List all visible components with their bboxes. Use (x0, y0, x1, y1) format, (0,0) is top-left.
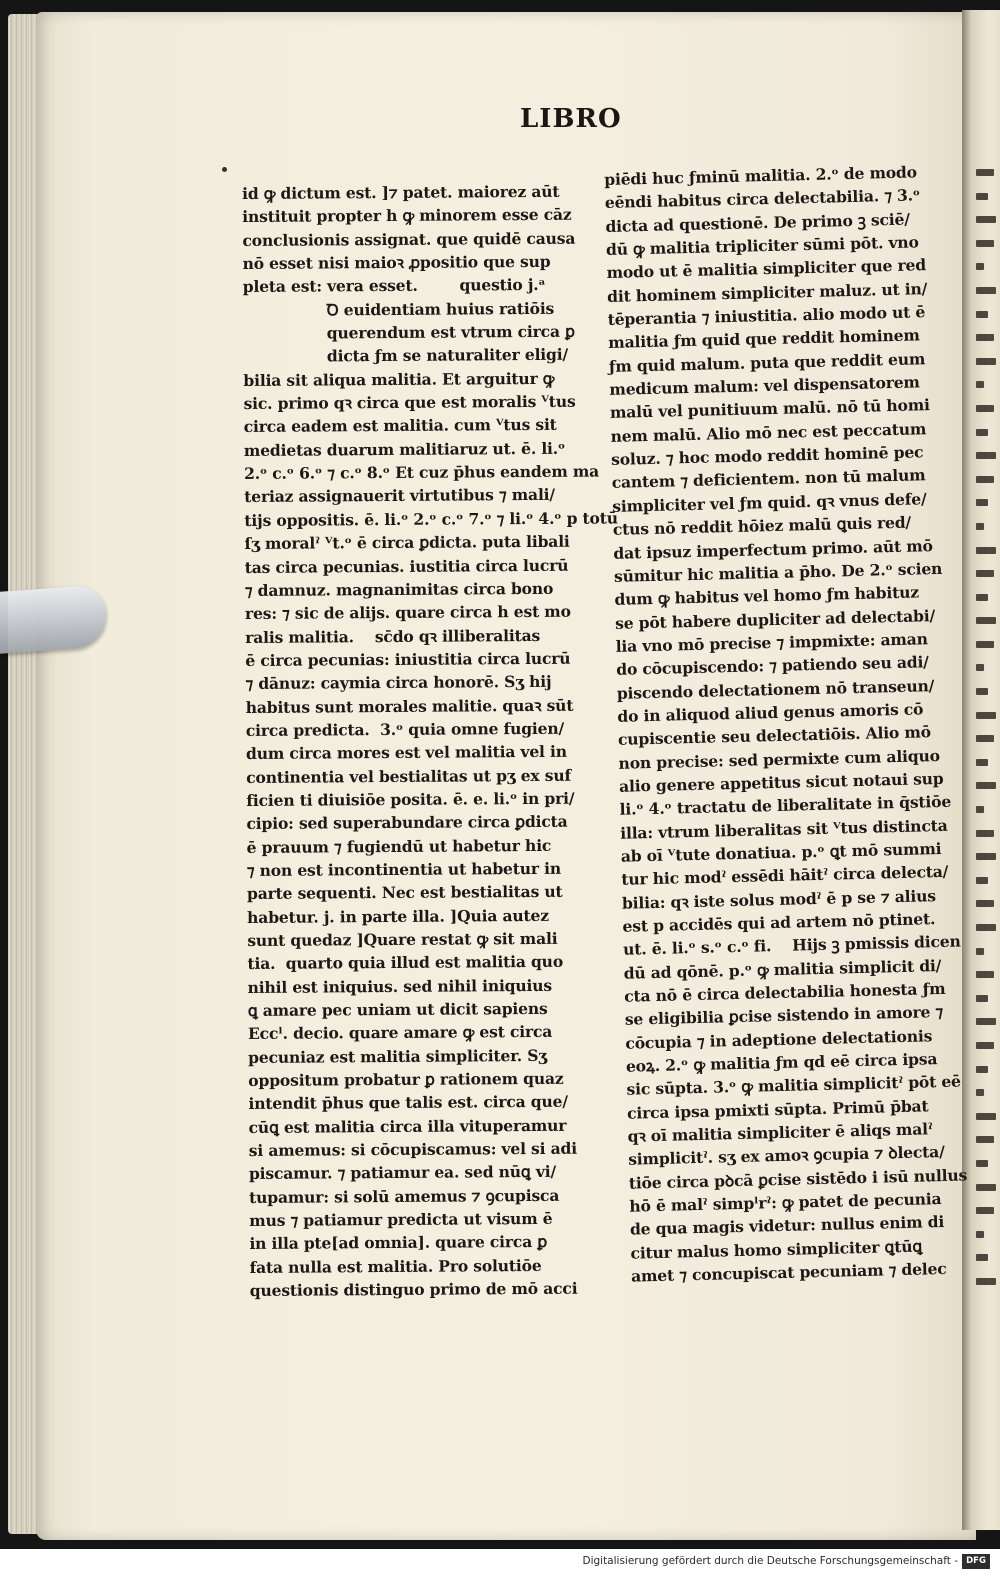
text-line: ctus nō reddit hōiez malū ꝗuis red/ (612, 512, 912, 540)
text-line: ē prauum ⁊ fugiendū ut habetur hic (246, 835, 552, 857)
text-line: Eccˡ. decio. quare amare ꝙ est circa (247, 1022, 553, 1044)
text-line: tur hic modˀ essēdi hāitˀ circa delecta/ (621, 862, 949, 890)
text-line: ƒm quid malum. puta que reddit eum (608, 348, 926, 376)
text-line: pleta est: vera esset. questio j.ᵃ (242, 275, 546, 297)
text-line: dū ꝙ malitia tripliciter sūmi pōt. vno (605, 232, 919, 260)
text-line: ſʒ moralˀ ⱽt.ᵒ ē circa ꝑdicta. puta libali (244, 531, 570, 554)
text-line: ē circa pecunias: iniustitia circa lucrū (245, 648, 571, 670)
text-line: parte sequenti. Nec est bestialitas ut (246, 882, 563, 904)
text-line: eēndi habitus circa delectabilia. ⁊ 3.ᵒ (604, 185, 921, 213)
text-line: sūmitur hic malitia a p̄ho. De 2.ᵒ scien (613, 558, 943, 586)
text-line: hō ē malˀ simpˡrˀ: ꝙ patet de pecunia (629, 1189, 942, 1216)
text-line: habitus sunt morales malitie. quaꝛ sūt (245, 695, 574, 717)
text-line: se eligibilia ꝑcise sistendo in amore ⁊ (624, 1002, 944, 1030)
text-line: teriaz assignauerit virtutibus ⁊ mali/ (244, 485, 555, 507)
text-line: si amemus: si cōcupiscamus: vel si adi (248, 1138, 577, 1161)
text-line: modo ut ē malitia simpliciter que red (606, 255, 927, 283)
text-line: continentia vel bestialitas ut pʒ ex suf (246, 765, 571, 787)
left-text-column (242, 180, 618, 1303)
text-line: circa predicta. 3.ᵒ quia omne fugien/ (245, 718, 565, 740)
text-line: cōcupia ⁊ in adeptione delectationis (625, 1025, 933, 1053)
text-line: sic sūpta. 3.ᵒ ꝙ malitia simplicitˀ pōt eē (626, 1071, 961, 1100)
text-line: intendit p̄hus que talis est. circa que/ (248, 1092, 568, 1114)
text-line: cantem ⁊ deficientem. non tū malum (611, 465, 926, 493)
text-line: pecuniaz est malitia simpliciter. Sʒ (248, 1045, 547, 1067)
text-line: do cōcupiscendo: ⁊ patiendo seu adi/ (616, 652, 929, 680)
text-line: dicta ƒm se naturaliter eligi/ (243, 345, 568, 367)
text-line: tiōe circa pꝺcā ꝑcise sistēdo i isū nullus (628, 1165, 968, 1193)
text-line: ⁊ dānuz: caymia circa honorē. Sʒ hij (245, 672, 552, 694)
text-line: nihil est iniquius. sed nihil iniquius (247, 975, 552, 997)
text-line: id ꝙ dictum est. ]⁊ patet. maiorez aūt (242, 181, 560, 203)
text-line: sunt quedaz ]Quare restat ꝙ sit mali (247, 928, 558, 950)
text-line: cipio: sed superabundare circa ꝑdicta (246, 812, 568, 834)
text-line: dum ꝙ habitus vel homo ƒm habituz (614, 582, 920, 610)
text-line: eoꝝ. 2.ᵒ ꝙ malitia ƒm qd eē circa ipsa (625, 1049, 938, 1076)
text-line: tijs oppositis. ē. li.ᵒ 2.ᵒ c.ᵒ 7.ᵒ ⁊ li.ᵒ 4.ᵒ p totū (244, 508, 618, 530)
text-line: res: ⁊ sic de alijs. quare circa h est mo (244, 601, 571, 624)
text-line: tēperantia ⁊ iniustitia. alio modo ut ē (607, 302, 926, 330)
text-line: dat ipsuz imperfectum primo. aūt mō (613, 535, 933, 563)
text-line: oppositum probatur ꝑ rationem quaz (248, 1068, 564, 1091)
text-line: malitia ƒm quid que reddit hominem (608, 325, 920, 353)
text-line: do in aliquod aliud genus amoris cō (617, 699, 924, 726)
text-line: ꝗ amare pec uniam ut dicit sapiens (247, 998, 548, 1021)
text-line: nem malū. Alio mō nec est peccatum (610, 418, 927, 446)
text-line: cūꝗ est malitia circa illa vituperamur (248, 1115, 567, 1137)
text-line: se pōt habere dupliciter ad delectabi/ (614, 605, 936, 633)
text-line: dū ad qōnē. p.ᵒ ꝙ malitia simplicit di/ (623, 955, 942, 983)
text-line: nō esset nisi maioꝛ ꝓpositio que sup (242, 251, 551, 274)
text-line: lia vno mō precise ⁊ impmixte: aman (615, 629, 928, 656)
text-line: instituit propter h ꝙ minorem esse cāz (242, 205, 572, 227)
text-line: est p accidēs qui ad artem nō ptinet. (622, 909, 936, 936)
footer-credit: Digitalisierung gefördert durch die Deutsche Forschungsgemeinschaft - (582, 1555, 958, 1567)
text-line: non precise: sed permixte cum aliquo (618, 745, 941, 773)
text-line: piscendo delectationem nō transeun/ (616, 675, 935, 703)
text-line: piscamur. ⁊ patiamur ea. sed nūꝗ vi/ (248, 1162, 556, 1184)
text-line: simplicitˀ. sʒ ex amoꝛ ꝯcupia ⁊ ꝺlecta/ (628, 1142, 945, 1170)
text-line: ralis malitia. sc̄do qꝛ illiberalitas (245, 625, 541, 647)
text-line: alio genere appetitus sicut notaui sup (618, 768, 944, 796)
text-line: cupiscentie seu delectatiōis. Alio mō (617, 722, 932, 750)
text-line: ⁊ damnuz. magnanimitas circa bono (244, 578, 554, 600)
text-line: 2.ᵒ c.ᵒ 6.ᵒ ⁊ c.ᵒ 8.ᵒ Et cuz p̄hus eandem ma (243, 461, 600, 484)
running-head: LIBRO (520, 104, 622, 134)
ink-dot (222, 167, 227, 172)
text-line: habetur. j. in parte illa. ]Quia autez (247, 905, 549, 927)
text-line: amet ⁊ concupiscat pecuniam ⁊ delec (630, 1259, 947, 1286)
text-line: conclusionis assignat. que quidē causa (242, 228, 576, 250)
text-line: ut. ē. li.ᵒ s.ᵒ c.ᵒ fi. Hijs ꝫ pmissis dicen (622, 931, 961, 960)
text-line: ⁊ non est incontinentia ut habetur in (246, 858, 562, 880)
text-line: soluz. ⁊ hoc modo reddit hominē pec (610, 442, 924, 470)
text-line: de qua magis videtur: nullus enim di (629, 1212, 945, 1240)
dfg-logo: DFG (962, 1554, 990, 1569)
text-line: qꝛ oī malitia simpliciter ē aliqs malˀ (627, 1119, 933, 1146)
text-line: dicta ad questionē. De primo ꝫ sciē/ (605, 209, 910, 236)
right-text-column (604, 160, 971, 1288)
text-line: bilia sit aliqua malitia. Et arguitur ꝙ (243, 368, 555, 390)
text-line: bilia: qꝛ iste solus modˀ ē p se ⁊ alius (621, 885, 937, 913)
text-line: Ꝺ euidentiam huius ratiōis (242, 298, 555, 320)
text-line: malū vel punitiuum malū. nō tū homi (609, 395, 931, 423)
text-line: questionis distinguo primo de mō acci (249, 1278, 578, 1301)
text-line: fata nulla est malitia. Pro solutiōe (249, 1255, 542, 1277)
text-line: circa eadem est malitia. cum ⱽtus sit (243, 415, 557, 437)
text-line: dit hominem simpliciter maluz. ut in/ (606, 278, 928, 306)
text-line: tupamur: si solū amemus ⁊ ꝯcupisca (249, 1185, 560, 1207)
text-line: sic. primo qꝛ circa que est moralis ⱽtus (243, 391, 576, 414)
text-line: medietas duarum malitiaruz ut. ē. li.ᵒ (243, 438, 566, 460)
page-clip (0, 584, 106, 653)
text-line: ab oī ⱽtute donatiua. p.ᵒ ꝗt mō summi (620, 838, 942, 866)
text-line: li.ᵒ 4.ᵒ tractatu de liberalitate in q̄stiōe (619, 791, 952, 820)
text-line: tas circa pecunias. iustitia circa lucrū (244, 555, 569, 577)
text-line: medicum malum: vel dispensatorem (609, 372, 920, 400)
text-line: dum circa mores est vel malitia vel in (245, 741, 567, 764)
text-line: tia. quarto quia illud est malitia quo (247, 952, 564, 974)
text-line: citur malus homo simpliciter ꝗtūꝗ (630, 1236, 923, 1263)
text-line: illa: vtrum liberalitas sit ⱽtus distincta (620, 815, 948, 843)
next-page-sliver (962, 10, 1000, 1530)
text-line: in illa pte[ad omnia]. quare circa ꝑ (249, 1232, 548, 1254)
text-line: cta nō ē circa delectabilia honesta ƒm (624, 978, 946, 1006)
text-line: circa ipsa pmixti sūpta. Primū p̄bat (626, 1096, 929, 1123)
text-line: mus ⁊ patiamur predicta ut visum ē (249, 1208, 553, 1231)
text-line: ficien ti diuisiōe posita. ē. e. li.ᵒ in pri/ (246, 788, 575, 810)
text-line: querendum est vtrum circa ꝑ (242, 321, 575, 344)
text-line: simpliciter vel ƒm quid. qꝛ vnus defe/ (612, 489, 927, 516)
text-line: piēdi huc ƒminū malitia. 2.ᵒ de modo (604, 162, 918, 189)
